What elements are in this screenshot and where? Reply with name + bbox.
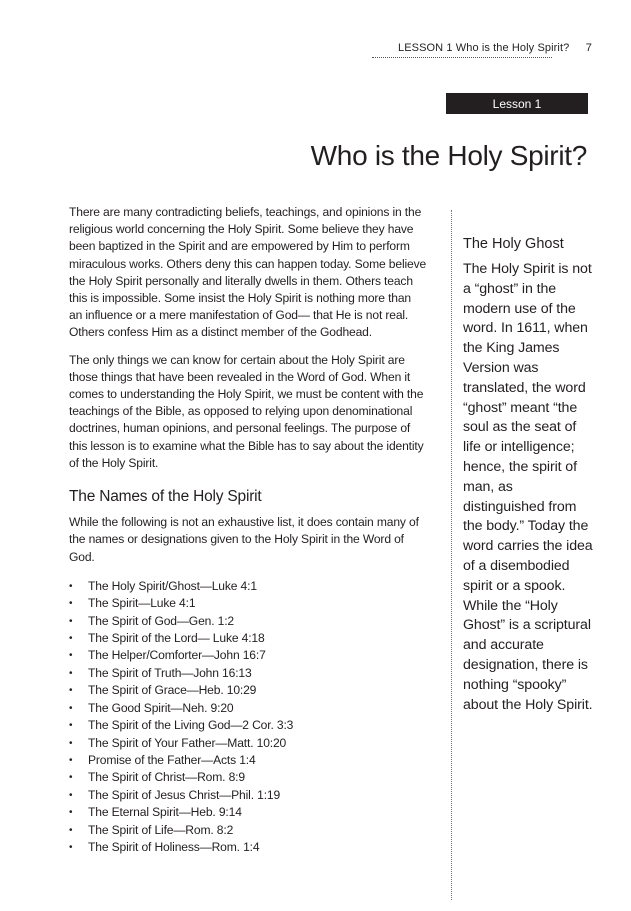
list-item: • The Spirit of Your Father—Matt. 10:20: [69, 735, 427, 752]
running-head-dotted-rule: [372, 57, 552, 58]
names-section-intro: While the following is not an exhaustive list, it does contain many of the names or designations given to the Holy Spirit in the Word of God.: [69, 515, 419, 564]
list-item: • The Spirit—Luke 4:1: [69, 595, 427, 612]
list-item: • The Spirit of Grace—Heb. 10:29: [69, 682, 427, 699]
lesson-label: Lesson 1: [446, 93, 588, 114]
list-item: • The Spirit of Jesus Christ—Phil. 1:19: [69, 787, 427, 804]
running-head: [372, 42, 592, 62]
list-item: • The Spirit of Christ—Rom. 8:9: [69, 769, 427, 786]
list-item: • The Spirit of Truth—John 16:13: [69, 665, 427, 682]
sidebar-divider: [451, 210, 452, 900]
names-list: [69, 578, 427, 857]
list-item: • The Spirit of the Lord— Luke 4:18: [69, 630, 427, 647]
intro-paragraph-1: There are many contradicting beliefs, teachings, and opinions in the religious world concerning the Holy Spirit. Some believe they have been baptized in the Spirit and are empowered by Him to perform miraculous works. Others deny this can happen today. Some believe the Holy Spirit personally and literally dwells in them. Others teach this is impossible. Some insist the Holy Spirit is nothing more than an influence or a mere manifestation of God— that He is not real. Others confess Him as a distinct member of the Godhead.: [69, 205, 427, 340]
list-item: • The Holy Spirit/Ghost—Luke 4:1: [69, 578, 427, 595]
page-title: Who is the Holy Spirit?: [310, 140, 587, 171]
list-item: • The Spirit of Life—Rom. 8:2: [69, 822, 427, 839]
sidebar-heading: The Holy Ghost: [463, 236, 564, 252]
list-item: • The Spirit of the Living God—2 Cor. 3:3: [69, 717, 427, 734]
sidebar-text: The Holy Spirit is not a “ghost” in the modern use of the word. In 1611, when the King James Version was translated, the word “ghost” meant “the soul as the seat of life or intelligence; hence, the spirit of man, as distinguished from the body.” Today the word carries the idea of a disembodied spirit or a spook. While the “Holy Ghost” is a scriptural and accurate designation, there is nothing “spooky” about the Holy Spirit.: [463, 261, 593, 713]
list-item: • The Helper/Comforter—John 16:7: [69, 647, 427, 664]
list-item: • The Spirit of God—Gen. 1:2: [69, 613, 427, 630]
main-column: [69, 204, 427, 856]
running-head-title: LESSON 1 Who is the Holy Spirit?: [398, 42, 570, 54]
sidebar: [463, 236, 595, 715]
list-item: • The Good Spirit—Neh. 9:20: [69, 700, 427, 717]
list-item: • The Eternal Spirit—Heb. 9:14: [69, 804, 427, 821]
list-item: • The Spirit of Holiness—Rom. 1:4: [69, 839, 427, 856]
list-item: • Promise of the Father—Acts 1:4: [69, 752, 427, 769]
page-number: 7: [585, 42, 592, 54]
intro-paragraph-2: The only things we can know for certain about the Holy Spirit are those things that have been revealed in the Word of God. When it comes to understanding the Holy Spirit, we must be content with the teachings of the Bible, as opposed to relying upon denominational doctrines, human opinions, and personal feelings. The purpose of this lesson is to examine what the Bible has to say about the identity of the Holy Spirit.: [69, 352, 424, 470]
names-section-heading: The Names of the Holy Spirit: [69, 488, 262, 506]
